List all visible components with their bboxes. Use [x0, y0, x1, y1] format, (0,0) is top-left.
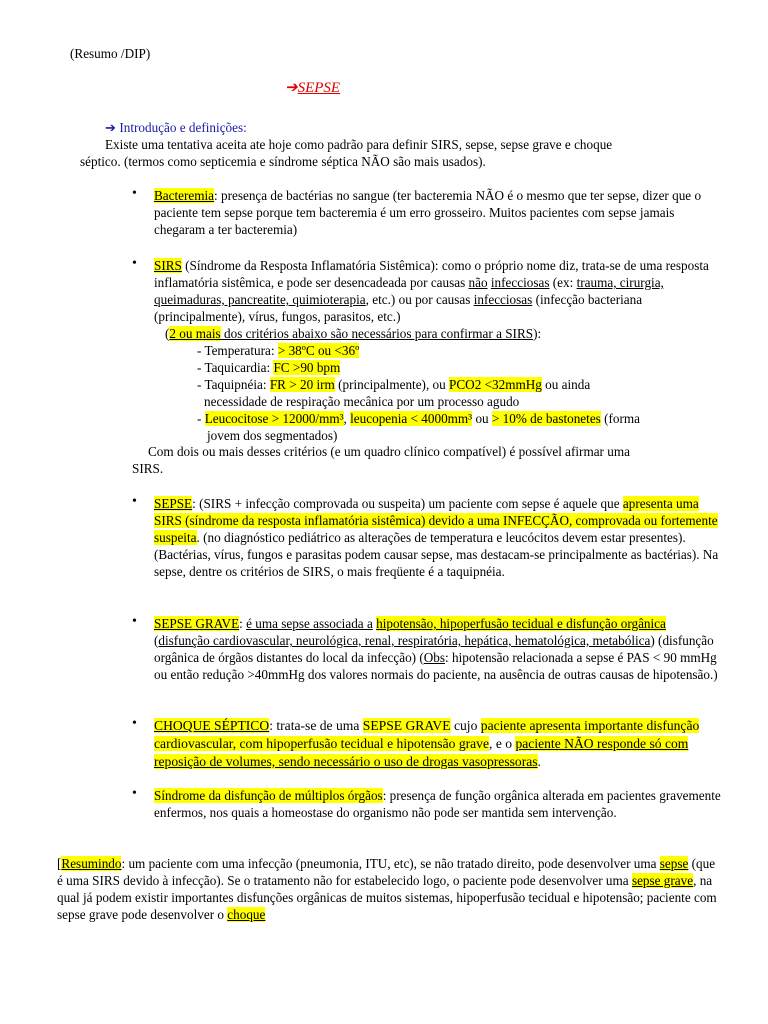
sirs-text: (Síndrome da Resposta Inflamatória Sistêmica): como o próprio nome diz, trata-se de uma resposta inflamatória sistêmica, e pode ser desencadeada por causas: [154, 258, 709, 290]
criterion-value: leucopenia < 4000mm³: [350, 411, 473, 426]
bullet-icon: •: [132, 494, 137, 509]
choque-text: : trata-se de uma: [269, 718, 363, 733]
bullet-icon: •: [132, 786, 137, 801]
choque-highlight: paciente apresenta importante disfunção cardiovascular, com hipoperfusão tecidual e hipotensão grave: [154, 718, 700, 751]
bullet-icon: •: [132, 256, 137, 271]
sirs-term: SIRS: [154, 258, 182, 273]
resumindo-paragraph: [57, 855, 722, 923]
criteria-count: 2 ou mais: [169, 326, 221, 341]
sepse-grave-text: : hipotensão relacionada a sepse é PAS < 90 mmHg ou então redução >40mmHg dos valores normais do paciente, na ausência de outras causas de hipotensão.): [154, 650, 718, 682]
sirs-text: , etc.) ou por causas: [365, 292, 474, 307]
bacteremia-term: Bacteremia: [154, 188, 215, 203]
sepse-grave-term: SEPSE GRAVE: [154, 616, 240, 631]
criterion-label: -: [197, 411, 205, 426]
sirs-nao-infecciosas: infecciosas: [490, 275, 550, 290]
sirs-infecciosas: infecciosas: [473, 292, 533, 307]
sirs-nao: não: [468, 275, 488, 290]
sepse-item: [154, 495, 724, 580]
resumindo-text: (que é uma SIRS devido à infecção). Se o tratamento não for estabelecido logo, o paciente pode desenvolver uma: [57, 856, 716, 888]
bullet-icon: •: [132, 614, 137, 629]
criterion-value: FR > 20 irm: [269, 377, 335, 392]
bullet-icon: •: [132, 716, 137, 731]
arrow-right-icon: ➔: [105, 120, 117, 135]
criterion-label: - Temperatura:: [197, 343, 278, 358]
sdmo-term: Síndrome da disfunção de múltiplos órgãos: [154, 788, 383, 803]
bullet-icon: •: [132, 186, 137, 201]
intro-line-2: séptico. (termos como septicemia e síndrome séptica NÃO são mais usados).: [80, 154, 486, 169]
choque-highlight: SEPSE GRAVE: [362, 718, 451, 733]
resumindo-choque: choque: [227, 907, 266, 922]
sepse-text: : (SIRS + infecção comprovada ou suspeita) um paciente com sepse é aquele que: [192, 496, 623, 511]
sirs-criteria-intro: [165, 325, 541, 342]
criteria-text: dos critérios abaixo são necessários para confirmar a SIRS: [220, 326, 534, 341]
criterion-temperature: [197, 342, 359, 359]
choque-item: [154, 717, 724, 771]
criterion-leukocytes-line2: jovem dos segmentados): [207, 428, 338, 443]
criterion-tachycardia: [197, 359, 340, 376]
sepse-grave-text: (: [154, 633, 159, 648]
sdmo-item: [154, 787, 724, 821]
sirs-examples: trauma, cirurgia, queimaduras, pancreatite, quimioterapia: [154, 275, 664, 307]
choque-term: CHOQUE SÉPTICO: [154, 718, 270, 733]
sepse-grave-text: :: [239, 616, 247, 631]
sepse-grave-dysfunctions: disfunção cardiovascular, neurológica, renal, respiratória, hepática, hematológica, metabólica: [158, 633, 651, 648]
resumindo-text: : um paciente com uma infecção (pneumonia, ITU, etc), se não tratado direito, pode desenvolver uma: [121, 856, 660, 871]
sirs-item: [154, 257, 724, 325]
intro-line-1: Existe uma tentativa aceita ate hoje como padrão para definir SIRS, sepse, sepse grave e choque: [105, 137, 613, 152]
criterion-leukocytes: [197, 410, 640, 427]
sirs-conclusion-2: SIRS.: [132, 461, 164, 476]
sirs-text: (ex:: [549, 275, 577, 290]
bacteremia-text: : presença de bactérias no sangue (ter bacteremia NÃO é o mesmo que ter sepse, dizer que o paciente tem sepse porque tem bacteremia é um erro grosseiro. Muitos pacientes com sepse jamais chegaram a ter bacteremia): [154, 188, 702, 237]
resumindo-text: , na qual já podem existir importantes disfunções orgânicas de muitos sistemas, hipoperfusão tecidual e hipotensão; paciente com sepse grave pode desenvolver o: [57, 873, 717, 922]
criterion-label: - Taquicardia:: [197, 360, 274, 375]
bacteremia-item: [154, 187, 724, 238]
resumindo-sepse-grave: sepse grave: [631, 873, 694, 888]
criterion-value: > 10% de bastonetes: [491, 411, 601, 426]
paren: ):: [533, 326, 542, 341]
choque-text: cujo: [450, 718, 481, 733]
sepse-text: . (no diagnóstico pediátrico as alterações de temperatura e leucócitos devem estar presentes). (Bactérias, vírus, fungos e parasitas podem causar sepse, mas destacam-se principalmente as bactérias). Na sepse, dentre os critérios de SIRS, o mais freqüente é a taquipnéia.: [154, 530, 719, 579]
criterion-text: (forma: [600, 411, 640, 426]
title-text: SEPSE: [297, 80, 341, 96]
criterion-text: ou: [472, 411, 492, 426]
sirs-conclusion-1: Com dois ou mais desses critérios (e um quadro clínico compatível) é possível afirmar uma: [148, 444, 630, 459]
paren: (: [165, 326, 170, 341]
arrow-right-icon: ➔: [285, 80, 298, 96]
sepse-highlight: apresenta uma SIRS (síndrome da resposta inflamatória sistêmica) devido a uma INFECÇÃO, comprovada ou fortemente suspeita: [154, 496, 718, 545]
sepse-grave-definition: é uma sepse associada a: [246, 616, 373, 631]
intro-heading: [105, 119, 247, 136]
bracket: [: [57, 856, 62, 871]
resumindo-term: Resumindo: [61, 856, 122, 871]
criterion-tachypnea: [197, 376, 590, 393]
sirs-text: (infecção bacteriana (principalmente), vírus, fungos, parasitos, etc.): [154, 292, 643, 324]
criterion-value: Leucocitose > 12000/mm³: [204, 411, 344, 426]
criterion-text: ou ainda: [541, 377, 591, 392]
document-title: [285, 80, 340, 97]
choque-highlight: paciente NÃO responde só com reposição de volumes, sendo necessário o uso de drogas vasopressoras: [154, 736, 689, 769]
intro-heading-text: Introdução e definições:: [119, 120, 247, 135]
sepse-grave-item: [154, 615, 724, 683]
header-label: (Resumo /DIP): [70, 46, 151, 61]
obs-label: Obs: [423, 650, 446, 665]
criterion-value: PCO2 <32mmHg: [449, 377, 542, 392]
choque-text: , e o: [489, 736, 516, 751]
criterion-value: FC >90 bpm: [273, 360, 341, 375]
sepse-grave-text: ) (disfunção orgânica de órgãos distantes do local da infecção) (: [154, 633, 714, 665]
criterion-text: (principalmente), ou: [334, 377, 450, 392]
sdmo-text: : presença de função orgânica alterada em pacientes gravemente enfermos, nos quais a homeostase do organismo não pode ser mantida sem intervenção.: [154, 788, 721, 820]
choque-text: .: [537, 754, 541, 769]
criterion-text: ,: [343, 411, 351, 426]
criterion-tachypnea-line2: necessidade de respiração mecânica por um processo agudo: [204, 394, 520, 409]
sepse-term: SEPSE: [154, 496, 193, 511]
sepse-grave-highlight: hipotensão, hipoperfusão tecidual e disfunção orgânica: [376, 616, 666, 631]
resumindo-sepse: sepse: [659, 856, 689, 871]
criterion-value: > 38ºC ou <36º: [277, 343, 360, 358]
criterion-label: - Taquipnéia:: [197, 377, 270, 392]
